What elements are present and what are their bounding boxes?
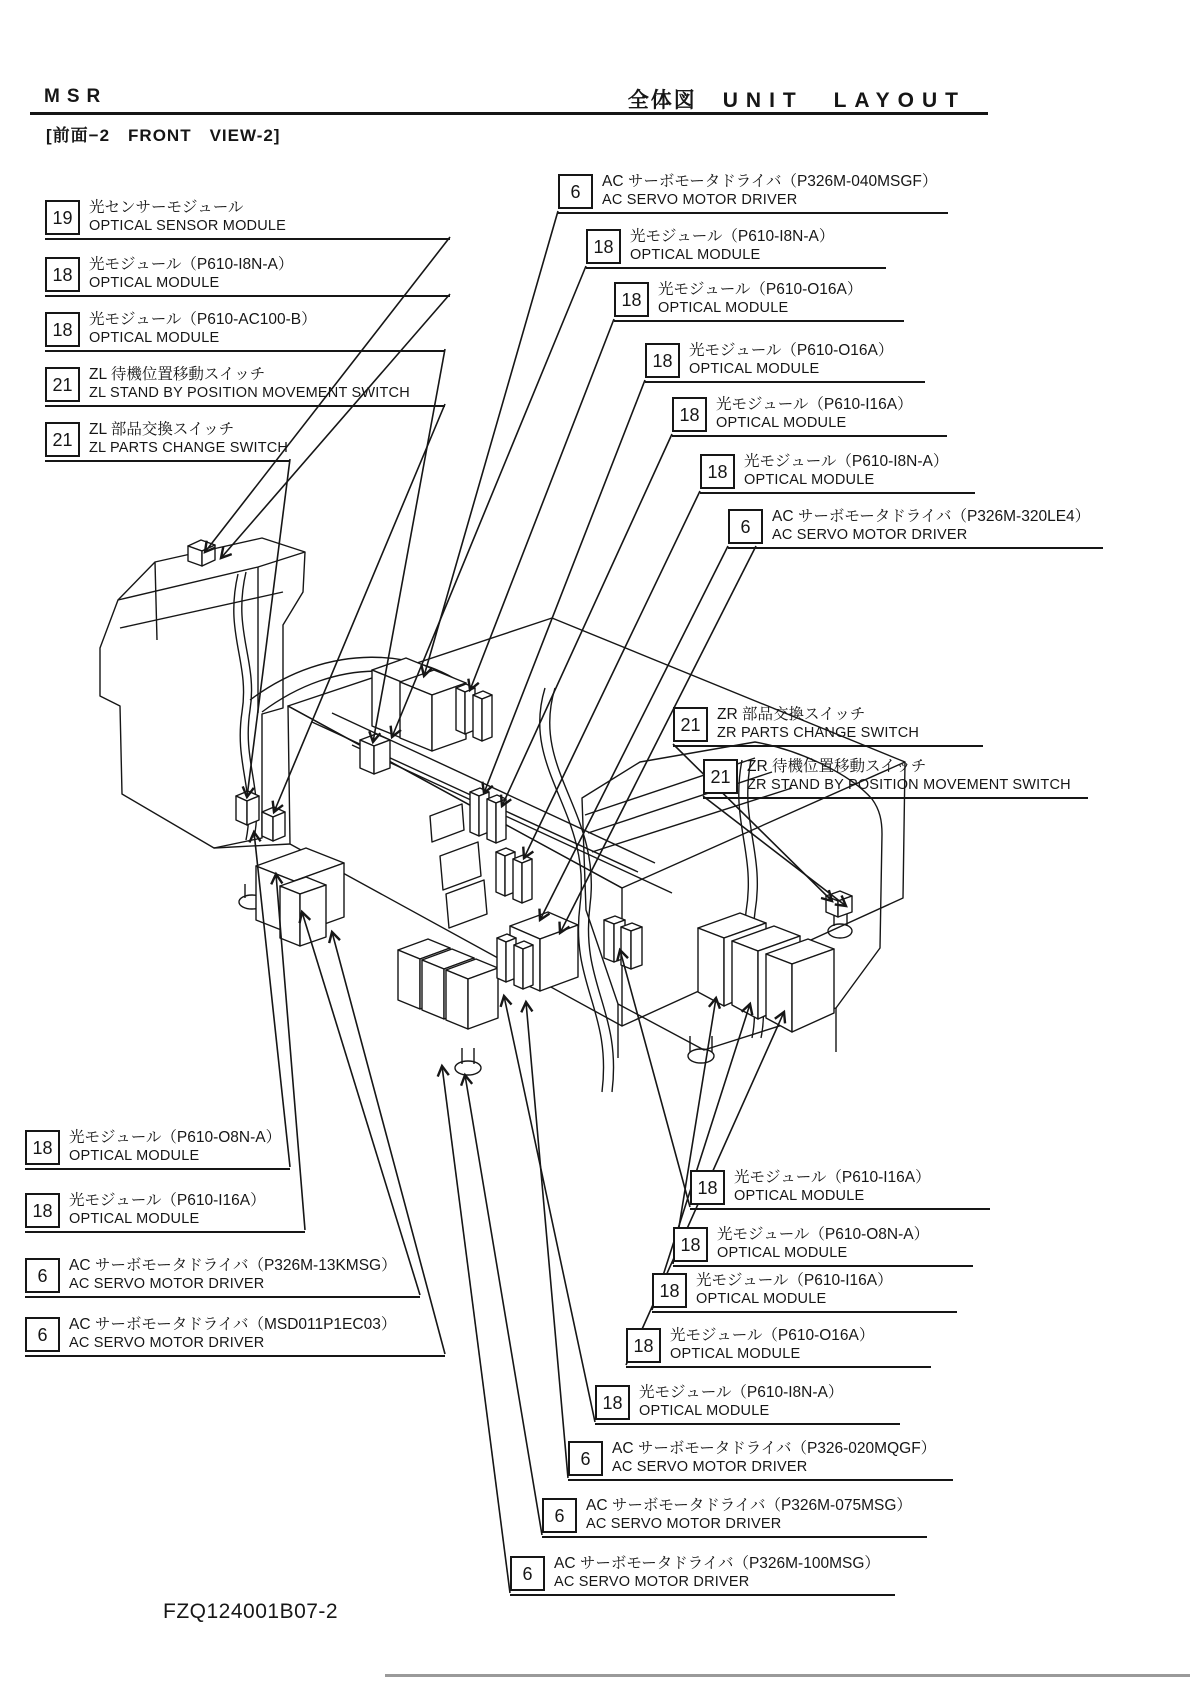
item-number-box: 6 xyxy=(542,1498,577,1533)
callout-optical-module-i16a-r1 xyxy=(690,1159,990,1210)
item-number-box: 18 xyxy=(672,397,707,432)
callout-en: ZL PARTS CHANGE SWITCH xyxy=(89,439,289,456)
callout-jp: 光モジュール（P610-I16A） xyxy=(716,396,913,414)
callout-en: OPTICAL MODULE xyxy=(658,299,789,316)
callout-jp: 光モジュール（P610-AC100-B） xyxy=(89,311,317,329)
callout-en: OPTICAL MODULE xyxy=(716,414,847,431)
callout-jp: 光モジュール（P610-I16A） xyxy=(696,1272,893,1290)
callout-jp: ZL 待機位置移動スイッチ xyxy=(89,366,266,384)
callout-en: AC SERVO MOTOR DRIVER xyxy=(772,526,968,543)
callout-jp: AC サーボモータドライバ（P326M-100MSG） xyxy=(554,1555,880,1573)
callout-optical-module-o8n-a-r xyxy=(673,1216,973,1267)
callout-optical-module-ac100-b xyxy=(45,301,445,352)
callout-optical-module-i16a-top xyxy=(672,386,947,437)
page-title-product: MSR xyxy=(44,86,108,107)
callout-en: OPTICAL MODULE xyxy=(89,274,220,291)
callout-en: OPTICAL SENSOR MODULE xyxy=(89,217,287,234)
callout-jp: AC サーボモータドライバ（P326M-040MSGF） xyxy=(602,173,938,191)
callout-optical-module-o8n-a-left xyxy=(25,1119,290,1170)
item-number-box: 18 xyxy=(45,312,80,347)
callout-en: OPTICAL MODULE xyxy=(696,1290,827,1307)
item-number-box: 18 xyxy=(700,454,735,489)
view-subtitle: [前面−2 FRONT VIEW-2] xyxy=(46,126,281,145)
callout-en: OPTICAL MODULE xyxy=(717,1244,848,1261)
item-number-box: 6 xyxy=(25,1258,60,1293)
leader-optical-module-i16a-r1 xyxy=(620,950,690,1207)
callout-jp: 光モジュール（P610-I8N-A） xyxy=(89,256,294,274)
callout-en: OPTICAL MODULE xyxy=(89,329,220,346)
callout-driver-075msg xyxy=(542,1487,927,1538)
callout-optical-sensor-module xyxy=(45,189,450,240)
callout-jp: AC サーボモータドライバ（P326M-320LE4） xyxy=(772,508,1091,526)
callout-optical-module-i8n-a-mid xyxy=(700,443,975,494)
callout-en: OPTICAL MODULE xyxy=(689,360,820,377)
item-number-box: 18 xyxy=(586,229,621,264)
callout-jp: 光モジュール（P610-I8N-A） xyxy=(744,453,949,471)
item-number-box: 6 xyxy=(568,1441,603,1476)
item-number-box: 21 xyxy=(45,422,80,457)
callout-driver-320le4 xyxy=(728,498,1103,549)
callout-optical-module-o16a-1 xyxy=(614,271,904,322)
callout-optical-module-o16a-2 xyxy=(645,332,925,383)
item-number-box: 18 xyxy=(614,282,649,317)
callout-jp: AC サーボモータドライバ（P326M-13KMSG） xyxy=(69,1257,397,1275)
item-number-box: 18 xyxy=(645,343,680,378)
callout-optical-module-i8n-a-top xyxy=(586,218,886,269)
callout-zr-standby-switch xyxy=(703,748,1088,799)
callout-en: AC SERVO MOTOR DRIVER xyxy=(602,191,798,208)
callout-jp: 光モジュール（P610-I16A） xyxy=(734,1169,931,1187)
item-number-box: 18 xyxy=(652,1273,687,1308)
callout-en: OPTICAL MODULE xyxy=(630,246,761,263)
callout-optical-module-i8n-a-left xyxy=(45,246,450,297)
document-code: FZQ124001B07-2 xyxy=(163,1600,339,1623)
callout-driver-040msgf xyxy=(558,163,948,214)
callout-en: OPTICAL MODULE xyxy=(734,1187,865,1204)
callout-driver-13kmsg xyxy=(25,1247,420,1298)
callout-optical-module-i16a-r2 xyxy=(652,1262,957,1313)
item-number-box: 18 xyxy=(25,1130,60,1165)
callout-zl-standby-switch xyxy=(45,356,445,407)
callout-optical-module-i8n-a-r xyxy=(595,1374,900,1425)
callout-jp: 光モジュール（P610-I8N-A） xyxy=(630,228,835,246)
item-number-box: 21 xyxy=(703,759,738,794)
leader-driver-020mqgf xyxy=(526,1002,568,1478)
callout-en: AC SERVO MOTOR DRIVER xyxy=(69,1275,265,1292)
callout-en: OPTICAL MODULE xyxy=(639,1402,770,1419)
callout-jp: AC サーボモータドライバ（P326M-075MSG） xyxy=(586,1497,912,1515)
section-title-jp: 全体図 xyxy=(627,89,697,112)
callout-jp: ZL 部品交換スイッチ xyxy=(89,421,235,439)
callout-en: OPTICAL MODULE xyxy=(744,471,875,488)
callout-optical-module-i16a-left xyxy=(25,1182,305,1233)
callout-en: ZR STAND BY POSITION MOVEMENT SWITCH xyxy=(747,776,1071,793)
item-number-box: 18 xyxy=(595,1385,630,1420)
callout-en: ZR PARTS CHANGE SWITCH xyxy=(717,724,920,741)
item-number-box: 6 xyxy=(728,509,763,544)
leader-driver-075msg xyxy=(465,1075,542,1535)
item-number-box: 18 xyxy=(25,1193,60,1228)
callout-en: AC SERVO MOTOR DRIVER xyxy=(586,1515,782,1532)
item-number-box: 6 xyxy=(558,174,593,209)
item-number-box: 21 xyxy=(45,367,80,402)
item-number-box: 21 xyxy=(673,707,708,742)
callout-jp: 光モジュール（P610-I16A） xyxy=(69,1192,266,1210)
callout-jp: ZR 待機位置移動スイッチ xyxy=(747,758,927,776)
callout-en: OPTICAL MODULE xyxy=(670,1345,801,1362)
callout-en: OPTICAL MODULE xyxy=(69,1147,200,1164)
callout-jp: AC サーボモータドライバ（P326-020MQGF） xyxy=(612,1440,937,1458)
callout-jp: 光モジュール（P610-O16A） xyxy=(658,281,863,299)
callout-en: OPTICAL MODULE xyxy=(69,1210,200,1227)
callout-en: AC SERVO MOTOR DRIVER xyxy=(554,1573,750,1590)
leader-zr-standby-switch xyxy=(703,796,846,906)
section-title-en: UNIT LAYOUT xyxy=(722,89,966,112)
callout-jp: AC サーボモータドライバ（MSD011P1EC03） xyxy=(69,1316,397,1334)
callout-zr-parts-change-switch xyxy=(673,696,983,747)
item-number-box: 6 xyxy=(510,1556,545,1591)
callout-jp: 光センサーモジュール xyxy=(89,199,244,217)
leader-optical-module-i16a-top xyxy=(502,434,672,806)
callout-jp: 光モジュール（P610-O8N-A） xyxy=(717,1226,930,1244)
callout-jp: 光モジュール（P610-O16A） xyxy=(689,342,894,360)
callout-en: AC SERVO MOTOR DRIVER xyxy=(612,1458,808,1475)
callout-jp: 光モジュール（P610-O16A） xyxy=(670,1327,875,1345)
item-number-box: 18 xyxy=(690,1170,725,1205)
callout-driver-msd011 xyxy=(25,1306,445,1357)
callout-zl-parts-change-switch xyxy=(45,411,290,462)
item-number-box: 18 xyxy=(45,257,80,292)
leader-optical-module-o16a-2 xyxy=(484,380,645,793)
item-number-box: 18 xyxy=(626,1328,661,1363)
callout-optical-module-o16a-r xyxy=(626,1317,931,1368)
leader-optical-module-i8n-a-r xyxy=(504,996,595,1422)
leader-optical-module-i8n-a-mid xyxy=(524,491,700,858)
callout-jp: ZR 部品交換スイッチ xyxy=(717,706,866,724)
callout-jp: 光モジュール（P610-O8N-A） xyxy=(69,1129,282,1147)
item-number-box: 18 xyxy=(673,1227,708,1262)
callout-driver-100msg xyxy=(510,1545,895,1596)
callout-en: ZL STAND BY POSITION MOVEMENT SWITCH xyxy=(89,384,410,401)
item-number-box: 6 xyxy=(25,1317,60,1352)
callout-en: AC SERVO MOTOR DRIVER xyxy=(69,1334,265,1351)
item-number-box: 19 xyxy=(45,200,80,235)
callout-driver-020mqgf xyxy=(568,1430,953,1481)
callout-jp: 光モジュール（P610-I8N-A） xyxy=(639,1384,844,1402)
